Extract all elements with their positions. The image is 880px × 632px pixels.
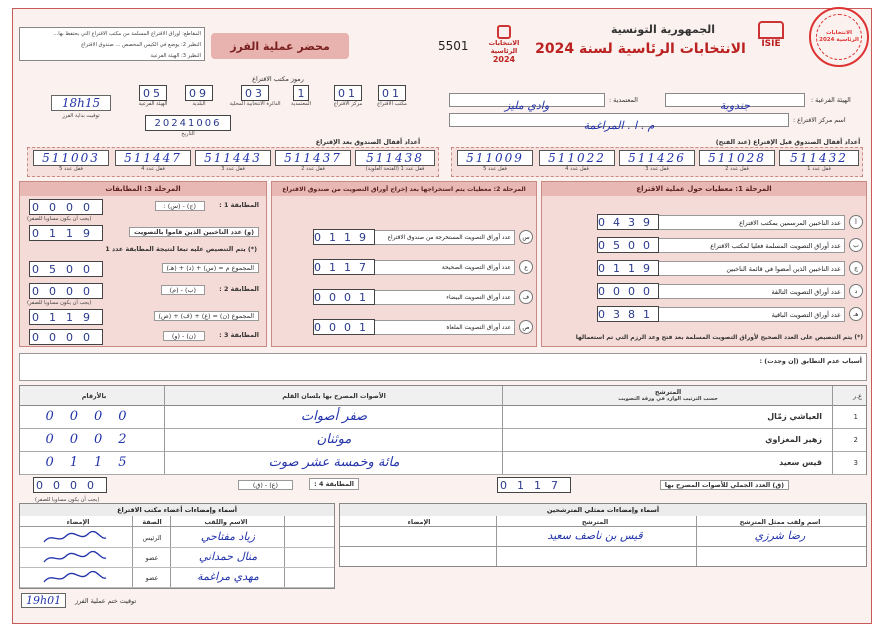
candidate-votes-words: صفر أصوات (300, 409, 368, 424)
col-digits-header: بالأرقام (81, 392, 107, 400)
seal-before-1: 511438 قفل عدد 1 (الفتحة العلوية) (355, 150, 435, 172)
match1-box: المطابقة 1 : (ج) - (س) : 0000 (25, 199, 261, 215)
reps-col-candidate: المترشح (581, 518, 609, 526)
member-name: منال حمداني (198, 550, 258, 563)
total-m-box: المجموع م = (س) + (د) + (هـ) 0500 (25, 261, 261, 277)
code-polling-center: 01 مركز الاقتراع (333, 86, 363, 107)
row-letter: ب (849, 238, 863, 252)
candidate-name: زهير المغزاوي (765, 435, 822, 444)
subsidiary-label: الهيئة الفرعية : (811, 96, 851, 104)
date-field: 20241006 التاريخ (133, 115, 243, 137)
section2-row (277, 289, 533, 307)
row-value: 0381 (598, 307, 658, 321)
match2-must-zero: (يجب أن يكون مساويا للصفر) (27, 300, 92, 306)
stamp-text: الانتخابات الرئاسية 2024 (819, 30, 859, 43)
row-value: 0000 (598, 284, 658, 298)
code-subsidiary: 05 الهيئة الفرعية (138, 86, 168, 107)
reps-col-signature: الإمضاء (407, 518, 431, 526)
row-label: عدد أوراق التصويت الباقية (657, 307, 845, 322)
subsidiary-field: جندوبة (665, 93, 805, 107)
end-time-value: 19h01 (21, 593, 66, 608)
candidate-votes-digits: 0115 (45, 455, 143, 470)
seal-before-3: 511443 قفل عدد 3 (195, 150, 271, 172)
end-time (21, 593, 181, 609)
row-letter: ص (519, 320, 533, 334)
candidate-row (20, 452, 866, 475)
seal-after-3: 511426 قفل عدد 3 (619, 150, 695, 172)
row-value: 0439 (598, 215, 658, 229)
election-title: الانتخابات الرئاسية لسنة 2024 (535, 41, 746, 57)
row-letter: د (849, 284, 863, 298)
row-letter: ف (519, 290, 533, 304)
delegation-label: المعتمدية : (609, 96, 638, 104)
candidate-votes-words: مائة وخمسة عشر صوت (268, 455, 400, 470)
row-label: عدد أوراق التصويت الملغاة (365, 320, 515, 335)
seal-before-5: 511003 قفل عدد 5 (33, 150, 109, 172)
row-label: عدد أوراق التصويت البيضاء (365, 290, 515, 305)
sorting-minutes-title: محضر عملية الفرز (230, 39, 330, 53)
match2-box: المطابقة 2 : (ب) - (م) 0000 (25, 283, 261, 299)
row-value: 0119 (314, 230, 374, 244)
code-municipality: 09 البلدية (179, 85, 219, 107)
members-col-role: الصفة (142, 518, 162, 526)
rep-candidate: قيس بن ناصف سعيد (547, 529, 643, 542)
start-time (51, 95, 111, 119)
candidate-num: 2 (853, 436, 858, 444)
section1-title: المرحلة 1: معطيات حول عملية الاقتراع (542, 182, 866, 196)
col-name-header: المترشح حسب الترتيب الوارد في ورقة التصويت (618, 388, 718, 402)
candidate-row (20, 406, 866, 429)
match1-must-zero: (يجب أن يكون مساويا للصفر) (27, 216, 92, 222)
rep-name: رضا شرزي (754, 529, 806, 542)
member-signature (40, 530, 110, 546)
section1-row (547, 237, 863, 255)
section2-row (277, 319, 533, 337)
row-value: 0001 (314, 320, 374, 334)
member-signature (40, 550, 110, 566)
col-num-header: ع.ر (853, 392, 862, 400)
member-row (20, 568, 334, 588)
code-local-district: 03 الدائرة الانتخابية المحلية (229, 86, 281, 107)
reps-header: أسماء وإمضاءات ممثلي المترشحين (340, 504, 866, 516)
seal-before-4: 511447 قفل عدد 4 (115, 150, 191, 172)
seal-before-2: 511437 قفل عدد 2 (275, 150, 351, 172)
voters-box: (و) عدد الناخبين الذين قاموا بالتصويت 0119 (25, 225, 261, 241)
note-2: النظير 2: يوضع في الكيس المخصص ... صندوق الاقتراع (81, 42, 201, 48)
logo-text-2: الرئاسية (490, 47, 518, 55)
row-label: عدد أوراق التصويت الصحيحة (365, 260, 515, 275)
note-3: النظير 3: الهيئة الفرعية (150, 53, 201, 59)
row-letter: ج (849, 261, 863, 275)
candidate-votes-words: موثنان (316, 432, 352, 447)
codes-header: رموز مكتب الاقتراع (252, 75, 304, 83)
official-stamp (809, 7, 869, 67)
section1-note: (*) يتم التنصيص على العدد الصحيح لأوراق التصويت المسلمة بعد فتح وعد الرزم التي تم استعمالها (575, 334, 863, 341)
seals-before-header: أعداد أقفال الصندوق بعد الإقتراع (315, 138, 421, 146)
section1-row (547, 283, 863, 301)
member-row (20, 548, 334, 568)
row-value: 0117 (314, 260, 374, 274)
member-name: مهدي مراغمة (197, 570, 259, 583)
section2-row (277, 259, 533, 277)
logo-text-1: الانتخابات (488, 39, 520, 47)
member-signature (40, 570, 110, 586)
reps-col-rep: اسم ولقب ممثل المترشح (739, 518, 821, 526)
candidate-votes-digits: 0000 (45, 409, 143, 424)
seals-after-header: أعداد أقفال الصندوق قبل الإقتراع (عند الفتح) (715, 138, 861, 146)
section2-row (277, 229, 533, 247)
match1-note: (*) يتم التنصيص عليه تبعا لنتيجة المطابقة عدد 1 (105, 245, 257, 253)
reasons-label: أسباب عدم التطابق (إن وجدت) : (759, 357, 862, 365)
members-col-signature: الإمضاء (66, 518, 90, 526)
center-label: اسم مركز الاقتراع : (793, 116, 846, 124)
candidates-table (19, 385, 867, 475)
reasons-box (19, 353, 867, 381)
section1-row (547, 260, 863, 278)
members-signatures (19, 503, 335, 589)
member-role: عضو (145, 574, 159, 582)
match4-must-zero: (يجب أن يكون مساويا للصفر) (35, 497, 100, 503)
section3-title: المرحلة 3: المطابقات (20, 182, 266, 196)
form-number: 5501 (438, 39, 469, 53)
sorting-minutes-banner (211, 33, 349, 59)
candidate-votes-digits: 0002 (45, 432, 143, 447)
col-words-header: الأصوات المصرح بها بلسان القلم (282, 392, 386, 400)
elections-logo (479, 25, 529, 71)
seal-after-4: 511022 قفل عدد 4 (539, 150, 615, 172)
republic-title: الجمهورية التونسية (610, 23, 716, 36)
row-letter: ع (519, 260, 533, 274)
member-role: الرئيس (142, 534, 162, 542)
logo-year: 2024 (492, 55, 516, 64)
row-value: 0500 (598, 238, 658, 252)
seal-after-5: 511009 قفل عدد 5 (457, 150, 533, 172)
row-letter: س (519, 230, 533, 244)
sorting-minutes-form (12, 8, 872, 624)
start-time-value: 18h15 (51, 95, 111, 111)
seal-after-1: 511432 قفل عدد 1 (779, 150, 859, 172)
note-1: المقاطع: أوراق الاقتراع المسلمة من مكتب الاقتراع التي يحتفظ بها... (53, 31, 201, 37)
center-field: م . ا . المراغمة (449, 113, 789, 127)
members-col-name: الاسم واللقب (204, 518, 248, 526)
total-q-box: (ق) العدد الجملي للأصوات المصرح بها 0117 (493, 477, 793, 495)
row-label: عدد الناخبين المرسمين بمكتب الاقتراع (657, 215, 845, 230)
delegation-field: وادي مليز (449, 93, 605, 107)
section1-row (547, 306, 863, 324)
members-header: أسماء وإمضاءات أعضاء مكتب الاقتراع (20, 504, 334, 516)
row-label: عدد الناخبين الذين أمضوا في قائمة الناخبين (657, 261, 845, 276)
section1-row (547, 214, 863, 232)
candidate-row (20, 429, 866, 452)
row-label: عدد أوراق التصويت التالفة (657, 284, 845, 299)
row-value: 0119 (598, 261, 658, 275)
section2-title: المرحلة 2: معطيات يتم استخراجها بعد إخراج أوراق التصويت من صندوق الاقتراع (272, 182, 536, 196)
row-label: عدد أوراق التصويت المستخرجة من صندوق الاقتراع (365, 230, 515, 245)
member-name: زياد مفتاحي (200, 530, 256, 543)
code-polling-station: 01 مكتب الاقتراع (377, 86, 407, 107)
row-letter: هـ (849, 307, 863, 321)
total-n-box: المجموع (ن) = (ع) + (ف) + (ص) 0119 (25, 309, 261, 325)
code-delegation: 1 المعتمدية (290, 86, 312, 107)
isie-text: ISIE (761, 39, 781, 49)
match3-box: المطابقة 3 : (ن) - (و) 0000 (25, 329, 261, 345)
member-row (20, 528, 334, 548)
end-time-label: توقيت ختم عملية الفرز (75, 597, 137, 605)
reps-signatures (339, 503, 867, 567)
candidate-name: العياشي زمّال (767, 412, 822, 421)
start-time-label: توقيت بداية الفرز (62, 113, 100, 119)
candidate-num: 1 (853, 413, 858, 421)
row-value: 0001 (314, 290, 374, 304)
row-letter: أ (849, 215, 863, 229)
member-role: عضو (145, 554, 159, 562)
seal-after-2: 511028 قفل عدد 2 (699, 150, 775, 172)
candidate-name: قيس سعيد (779, 458, 822, 467)
match4-box: المطابقة 4 : (ع) - (ق) 0000 (33, 477, 363, 495)
row-label: عدد أوراق التصويت المسلمة فعليا لمكتب الاقتراع (657, 238, 845, 253)
candidate-num: 3 (853, 459, 858, 467)
copies-note-box (19, 27, 205, 61)
